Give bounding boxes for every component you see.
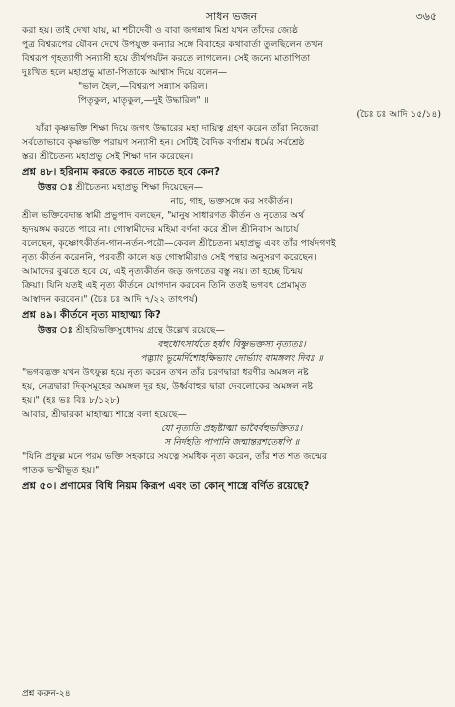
page-title: সাধন ভজন (205, 10, 258, 23)
text-line: "ভগবদ্ভক্ত যখন উৎফুল্ল হয়ে নৃত্য করেন তখন তাঁর চরণদ্বারা ধরণীর অমঙ্গল নষ্ট (22, 367, 309, 378)
text-line: নৃত্য কীর্তন করেননি, পরবর্তী কালে ষড় গোস্বামীরাও সেই পন্থার অনুসরণ করেছেন। (22, 252, 317, 263)
text-line: ক্রিয়া। যিনি যতই এই নৃত্য কীর্তনে যোগদান করবেন তিনি ততই ভগবৎ প্রেমামৃত (22, 280, 307, 291)
text-line: হয়, নেত্রদ্বারা দিক্‌সমূহের অমঙ্গল দূর হয়, উর্ধ্ববাহুর দ্বারা দেবলোকের অমঙ্গল নষ্ট (22, 381, 314, 392)
answer-label: উত্তর ঃ (38, 325, 73, 336)
text-line: শ্রীল ভক্তিবেদান্ত স্বামী প্রভুপাদ বলছেন, "মানুষ সাধারণত কীর্তন ও নৃত্যের অর্থ (22, 210, 305, 221)
question-text: প্রণামের বিধি নিয়ম কিরূপ এবং তা কোন্‌ শাস্ত্রে বর্ণিত রয়েছে? (60, 481, 310, 492)
paragraph-4 (22, 366, 441, 408)
page-body (22, 24, 441, 494)
text-line: সর্বতোভাবে কৃষ্ণভক্তি পরায়ণ সন্যাসী হন। সেটিই বৈদিক বর্ণাশ্রম ধর্মের সর্বশ্রেষ্ঠ (22, 137, 305, 148)
text-line: হয়।" (হঃ ভঃ বিঃ ৮/১২৮) (22, 395, 120, 406)
paragraph-1 (22, 24, 441, 80)
text-line: আমাদের বুঝতে হবে যে, এই নৃত্যকীর্তন জড় জগতের বস্তু নয়। তা হচ্ছে চিন্ময় (22, 266, 303, 277)
quote-line: "ভাল হৈল,—বিশ্বরূপ সন্ন্যাস করিল। (78, 81, 208, 92)
question-text: কীর্তনে নৃত্য মাহাত্ম্য কি? (59, 310, 161, 321)
text-line: পাতক ভস্মীভূত হয়।" (22, 465, 100, 476)
question-label: প্রশ্ন ৪৯। (22, 310, 57, 321)
answer-text: শ্রীচৈতন্য মহাপ্রভু শিক্ষা দিয়েছেন— (75, 182, 203, 193)
sanskrit-verse-line: বহুধোৎসার্যতে হর্ষাৎ বিষ্ণুভক্তস্য নৃত্যতঃ। (157, 339, 306, 350)
page-header (22, 6, 441, 24)
paragraph-6 (22, 450, 441, 478)
quote-line: পিতৃকুল, মাতৃকুল,—দুই উদ্ধারিল" ॥ (78, 95, 209, 106)
answer-text: শ্রীহরিভক্তিসুধোদয় গ্রন্থে উল্লেখ রয়েছে— (75, 325, 225, 336)
reference: (চৈঃ চঃ আদি ১৫/১৪) (356, 109, 441, 120)
text-line: স্তর। শ্রীচৈতন্য মহাপ্রভু সেই শিক্ষা দান করেছেন। (22, 151, 194, 162)
question-48 (22, 166, 441, 180)
question-label: প্রশ্ন ৪৮। (22, 167, 57, 178)
text-line: হৃদয়ঙ্গম করতে পারে না। গোস্বামীদের মহিমা বর্ণনা করে শ্রীল শ্রীনিবাস আচার্য (22, 224, 299, 235)
answer-49 (38, 324, 441, 338)
paragraph-3 (22, 209, 441, 307)
paragraph-2 (22, 122, 441, 164)
text-line: "যিনি প্রফুল্ল মনে পরম ভক্তি সহকারে সযত্নে সমধিক নৃত্য করেন, তাঁর শত শত জন্মের (22, 451, 328, 462)
text-line: দুঃখিত হলে মহাপ্রভু মাতা-পিতাকে আশ্বাস দিয়ে বলেন— (22, 67, 228, 78)
answer-verse-line: নাচ, গাহ, ভক্তসঙ্গে কর সংকীর্তন। (170, 196, 293, 207)
text-line: বিশ্বরূপ গৃহত্যাগী সন্যাসী হয়ে তীর্থপর্যটন করতে লাগলেন। সেই জন্যে মাতাপিতা (22, 53, 311, 64)
text-line: আস্বাদন করবেন।" (চৈঃ চঃ আদি ৭/২২ তাৎপর্য) (22, 294, 198, 305)
sanskrit-verse-line: স নির্দহতি পাপানি জন্মান্তরশতেষ্বপি ॥ (163, 437, 300, 448)
question-label: প্রশ্ন ৫০। (22, 481, 57, 492)
question-50 (22, 480, 441, 494)
text-line: পুত্র বিশ্বরূপের যৌবন দেখে উপযুক্ত কন্যার সঙ্গে বিবাহের কথাবার্তা তুলছিলেন তখন (22, 39, 323, 50)
sanskrit-verse-line: যো নৃত্যতি প্রহৃষ্টাত্মা ভাবৈর্বহুভক্তিতঃ। (160, 423, 303, 434)
sanskrit-verse-line: পদ্ভ্যাং ভূমের্দিশোহক্ষিভ্যাং দোর্ভ্যাং বামঙ্গলং দিবঃ ॥ (140, 353, 323, 364)
paragraph-5: আবার, শ্রীদ্বারকা মাহাত্ম্য শাস্ত্রে বলা হয়েছে— (22, 409, 187, 420)
question-text: হরিনাম করতে করতে নাচতে হবে কেন? (59, 167, 220, 178)
answer-48 (38, 181, 441, 195)
answer-label: উত্তর ঃ (38, 182, 73, 193)
text-line: করা হয়। তাই দেখা যায়, মা শচীদেবী ও বাবা জগন্নাথ মিশ্র যখন তাঁদের জ্যেষ্ঠ (22, 25, 298, 36)
question-49 (22, 309, 441, 323)
text-line: বলেছেন, কৃষ্ণোৎকীর্তন-গান-নর্তন-পরৌ—কেবল শ্রীচৈতন্য মহাপ্রভু এবং তাঁর পার্ষদগণই (22, 238, 336, 249)
text-line: যাঁরা কৃষ্ণভক্তি শিক্ষা দিয়ে জগৎ উদ্ধারের মহা দায়িত্ব গ্রহণ করেন তাঁরা নিজেরা (36, 123, 319, 134)
page-footer: প্রশ্ন করুন-২৪ (22, 689, 71, 699)
page-number: ৩৬৫ (415, 10, 437, 23)
